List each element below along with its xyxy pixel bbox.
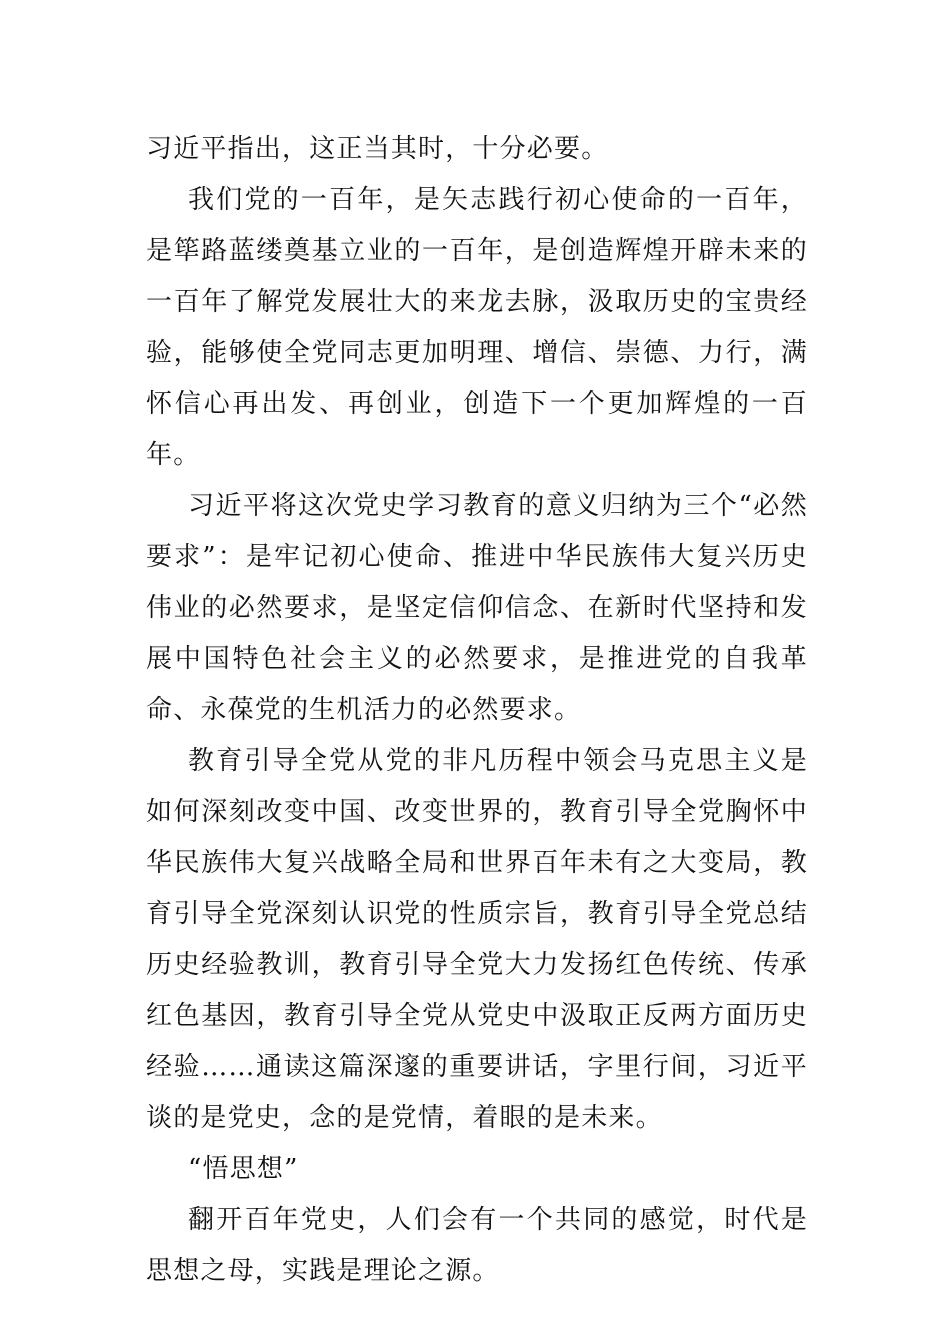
paragraph-intro: 习近平指出，这正当其时，十分必要。 bbox=[146, 134, 609, 164]
paragraph-education: 教育引导全党从党的非凡历程中领会马克思主义是如何深刻改变中国、改变世界的，教育引导全党胸怀中华民族伟大复兴战略全局和世界百年未有之大变局，教育引导全党深刻认识党的性质宗旨，教育引导全党总结历史经验教训，教育引导全党大力发扬红色传统、传承红色基因，教育引导全党从党史中汲取正反两方面历史经验……通读这篇深邃的重要讲话，字里行间，习近平谈的是党史，念的是党情，着眼的是未来。 bbox=[146, 746, 808, 1133]
paragraph-century: 我们党的一百年，是矢志践行初心使命的一百年，是筚路蓝缕奠基立业的一百年，是创造辉煌开辟未来的一百年了解党发展壮大的来龙去脉，汲取历史的宝贵经验，能够使全党同志更加明理、增信、崇德、力行，满怀信心再出发、再创业，创造下一个更加辉煌的一百年。 bbox=[146, 185, 808, 470]
paragraph-thought: 翻开百年党史，人们会有一个共同的感觉，时代是思想之母，实践是理论之源。 bbox=[146, 1205, 808, 1286]
document-body bbox=[146, 124, 808, 1297]
paragraph-requirements: 习近平将这次党史学习教育的意义归纳为三个“必然要求”：是牢记初心使命、推进中华民族伟大复兴历史伟业的必然要求，是坚定信仰信念、在新时代坚持和发展中国特色社会主义的必然要求，是推进党的自我革命、永葆党的生机活力的必然要求。 bbox=[146, 491, 808, 725]
section-heading: “悟思想” bbox=[188, 1154, 299, 1184]
